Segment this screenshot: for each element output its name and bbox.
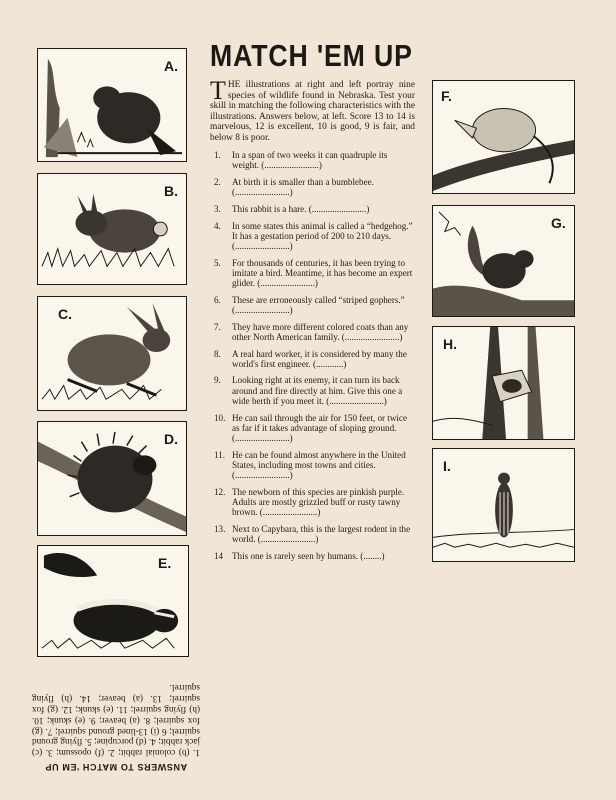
question-text: The newborn of this species are pinkish purple. Adults are mostly grizzled buff or rusty tawny brown. (........................) xyxy=(232,486,405,518)
question-item xyxy=(214,487,416,518)
question-text: At birth it is smaller than a bumblebee. (........................) xyxy=(232,176,374,198)
question-text: These are erroneously called “striped gophers.” (........................) xyxy=(232,294,405,315)
question-item xyxy=(214,295,416,315)
question-item xyxy=(214,204,416,214)
question-item xyxy=(214,450,416,481)
question-item xyxy=(214,551,416,561)
picture-label: C. xyxy=(58,306,72,322)
intro-paragraph xyxy=(210,76,415,144)
question-text: A real hard worker, it is considered by many the world's first engineer. (............) xyxy=(232,348,407,369)
question-number: 8. xyxy=(214,348,221,359)
question-item xyxy=(214,177,416,197)
question-number: 10. xyxy=(214,412,226,423)
question-item xyxy=(214,322,416,342)
picture-h-flying-squirrel xyxy=(432,326,575,440)
intro-drop-cap: T xyxy=(210,76,226,105)
question-number: 1. xyxy=(214,150,221,160)
answer-key-text: 1. (b) colonial rabbit; 2. (f) opossum; 3. (c) jack rabbit; 4. (d) porcupine; 5. flying ground squirrel; 6 (i) 13-lined ground squirrel; 7. (g) fox squirrel; 8. (a) beaver; 9. (e) skunk; 10. (h) flying squirrel; 11. (e) skunk; 12. (g) fox squirrel; 13. (a) beaver; 14. (h) flying squirrel. xyxy=(32,683,200,759)
question-item xyxy=(214,150,416,170)
question-number: 7. xyxy=(214,321,221,332)
picture-label: H. xyxy=(443,336,457,352)
picture-f-opossum xyxy=(432,80,575,194)
question-number: 14 xyxy=(214,550,224,561)
question-text: In a span of two weeks it can quadruple its weight. (........................) xyxy=(232,150,388,171)
answer-key-upside-down xyxy=(32,662,200,772)
question-text: He can sail through the air for 150 feet, or twice as far if it takes advantage of sloping ground. (........................) xyxy=(232,412,407,443)
picture-label: B. xyxy=(164,183,178,199)
question-text: This rabbit is a hare. (........................) xyxy=(232,203,370,214)
picture-g-fox-squirrel xyxy=(432,205,575,317)
question-text: This one is rarely seen by humans. (........) xyxy=(232,550,385,561)
question-number: 6. xyxy=(214,294,221,305)
question-text: Next to Capybara, this is the largest rodent in the world. (........................) xyxy=(232,523,411,545)
picture-label: D. xyxy=(164,431,178,447)
question-text: For thousands of centuries, it has been trying to imitate a bird. Meantime, it has become an expert glider. (........................) xyxy=(232,257,413,289)
question-text: Looking right at its enemy, it can turn its back around and fire directly at him. Give this one a wide berth if you meet it. (........................) xyxy=(232,375,403,406)
picture-label: I. xyxy=(443,458,451,474)
picture-b-rabbit xyxy=(37,173,187,285)
picture-a-beaver xyxy=(37,48,187,162)
question-number: 4. xyxy=(214,220,221,231)
intro-text: HE illustrations at right and left portray nine species of wildlife found in Nebraska. Test your skill in matching the following characteristics with the illustrations. Answers below, at left. Score 13 to 14 is marvelous, 12 is excellent, 10 is good, 9 is fair, and below 8 is poor. xyxy=(210,80,415,143)
picture-c-jackrabbit xyxy=(37,296,187,411)
question-item xyxy=(214,413,416,444)
question-number: 5. xyxy=(214,257,221,268)
question-item xyxy=(214,221,416,252)
question-list xyxy=(214,150,416,568)
question-item xyxy=(214,524,416,544)
picture-label: G. xyxy=(551,215,566,231)
question-text: He can be found almost anywhere in the United States, including most towns and cities. (........................) xyxy=(232,449,406,481)
picture-i-ground-squirrel xyxy=(432,448,575,562)
answer-key-title: ANSWERS TO MATCH 'EM UP xyxy=(44,762,188,772)
picture-label: F. xyxy=(441,88,452,104)
question-number: 13. xyxy=(214,523,226,534)
question-text: They have more different colored coats than any other North American family. (........................) xyxy=(232,321,409,342)
question-number: 2. xyxy=(214,176,221,187)
picture-label: E. xyxy=(158,555,172,571)
picture-d-porcupine xyxy=(37,421,187,536)
question-item xyxy=(214,258,416,289)
question-text: In some states this animal is called a “hedgehog.” It has a gestation period of 200 to 210 days. (........................) xyxy=(232,220,413,251)
question-number: 12. xyxy=(214,486,226,497)
opossum-icon xyxy=(433,81,574,193)
page-title: MATCH 'EM UP xyxy=(210,38,413,73)
question-item xyxy=(214,375,416,406)
ground-squirrel-icon xyxy=(433,449,574,561)
picture-e-skunk xyxy=(37,545,189,657)
question-number: 11. xyxy=(214,449,226,460)
picture-label: A. xyxy=(164,58,178,74)
question-number: 3. xyxy=(214,203,221,214)
question-item xyxy=(214,349,416,369)
question-number: 9. xyxy=(214,375,221,386)
